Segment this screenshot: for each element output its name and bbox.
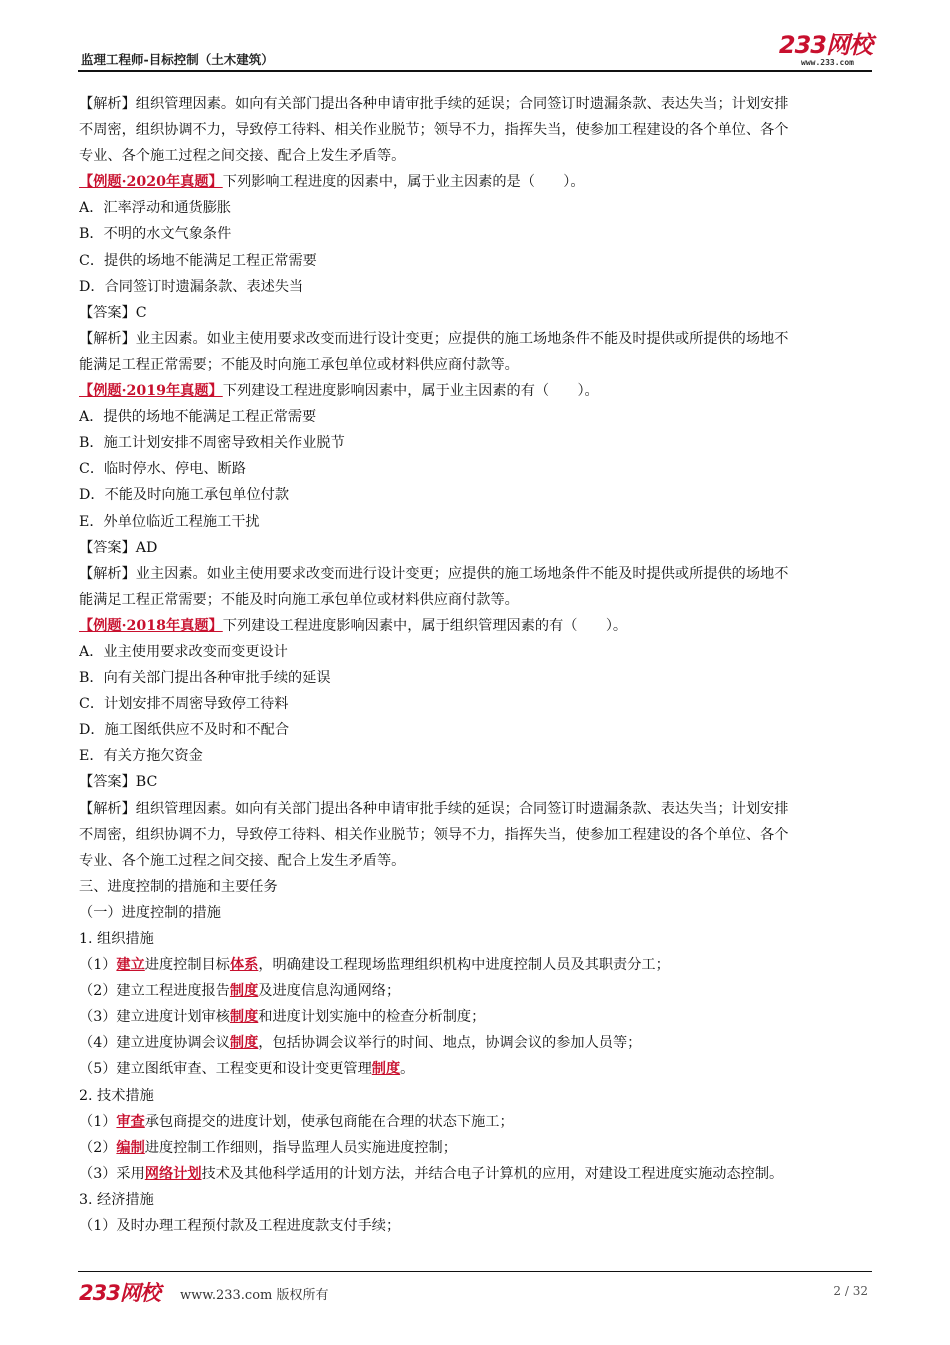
brand-logo-text: 233网校 <box>778 31 872 59</box>
text-segment: 承包商提交的进度计划，使承包商能在合理的状态下施工； <box>144 1113 514 1130</box>
text-line: 专业、各个施工过程之间交接、配合上发生矛盾等。 <box>79 148 406 165</box>
page-header <box>78 28 872 74</box>
text-line: 【解析】业主因素。如业主使用要求改变而进行设计变更；应提供的施工场地条件不能及时提供或所提供的场地不 <box>79 330 789 347</box>
example-question-text: 下列影响工程进度的因素中，属于业主因素的是（ ）。 <box>222 174 585 191</box>
text-line: 【答案】BC <box>79 774 158 791</box>
text-line: E．外单位临近工程施工干扰 <box>79 513 260 530</box>
text-line: C．提供的场地不能满足工程正常需要 <box>79 252 317 269</box>
text-line: 专业、各个施工过程之间交接、配合上发生矛盾等。 <box>79 852 406 869</box>
text-line: 【解析】业主因素。如业主使用要求改变而进行设计变更；应提供的施工场地条件不能及时提供或所提供的场地不 <box>79 565 789 582</box>
text-line <box>79 952 869 978</box>
text-segment: 和进度计划实施中的检查分析制度； <box>258 1009 486 1026</box>
header-divider <box>78 70 872 72</box>
footer-copyright: www.233.com 版权所有 <box>180 1288 329 1303</box>
text-segment: 进度控制目标 <box>144 957 230 974</box>
page-number: 2 / 32 <box>833 1284 868 1298</box>
text-line: 2. 技术措施 <box>79 1087 154 1104</box>
text-line: （1）及时办理工程预付款及工程进度款支付手续； <box>79 1218 401 1235</box>
text-line: A．汇率浮动和通货膨胀 <box>79 200 232 217</box>
text-line: 不周密，组织协调不力，导致停工待料、相关作业脱节；领导不力，指挥失当，使参加工程建设的各个单位、各个 <box>79 826 789 843</box>
brand-logo-url: www.233.com <box>801 58 854 67</box>
footer-logo: 233网校 <box>79 1281 160 1305</box>
example-question-line <box>79 613 869 639</box>
keyword-highlight: 制度 <box>229 1035 259 1052</box>
text-line <box>79 1161 869 1187</box>
text-line: 三、进度控制的措施和主要任务 <box>79 878 278 895</box>
keyword-highlight: 制度 <box>229 1009 259 1026</box>
text-line: 3. 经济措施 <box>79 1191 154 1208</box>
example-label: 【例题·2019年真题】 <box>79 383 223 400</box>
text-line: B．不明的水文气象条件 <box>79 226 232 243</box>
text-line <box>79 1004 869 1030</box>
text-line: 【答案】C <box>79 304 147 321</box>
text-segment: （3）采用 <box>79 1165 145 1182</box>
text-line <box>79 978 869 1004</box>
text-line: D．施工图纸供应不及时和不配合 <box>79 722 290 739</box>
text-line: 【解析】组织管理因素。如向有关部门提出各种申请审批手续的延误；合同签订时遗漏条款、表达失当；计划安排 <box>79 96 789 112</box>
text-line: 【答案】AD <box>79 539 158 556</box>
text-line: 能满足工程正常需要；不能及时向施工承包单位或材料供应商付款等。 <box>79 356 519 373</box>
text-line: C．临时停水、停电、断路 <box>79 461 246 478</box>
text-segment: ，明确建设工程现场监理组织机构中进度控制人员及其职责分工； <box>258 957 670 974</box>
text-line: B．施工计划安排不周密导致相关作业脱节 <box>79 435 345 452</box>
example-question-text: 下列建设工程进度影响因素中，属于组织管理因素的有（ ）。 <box>222 617 628 634</box>
text-segment: （1） <box>79 957 117 974</box>
text-line <box>79 1135 869 1161</box>
text-line: （一）进度控制的措施 <box>79 904 221 921</box>
text-segment: 及进度信息沟通网络； <box>258 983 401 1000</box>
example-label: 【例题·2018年真题】 <box>79 617 223 634</box>
text-segment: （2）建立工程进度报告 <box>79 983 230 1000</box>
brand-logo <box>779 32 872 67</box>
example-question-line <box>79 378 869 404</box>
text-segment: （4）建立进度协调会议 <box>79 1035 230 1052</box>
text-segment: （5）建立图纸审查、工程变更和设计变更管理 <box>79 1061 372 1078</box>
text-line: E．有关方拖欠资金 <box>79 748 203 765</box>
text-line: 不周密，组织协调不力，导致停工待料、相关作业脱节；领导不力，指挥失当，使参加工程建设的各个单位、各个 <box>79 122 789 139</box>
text-line: D．不能及时向施工承包单位付款 <box>79 487 290 504</box>
footer-divider <box>78 1271 872 1272</box>
keyword-highlight: 网络计划 <box>144 1165 202 1182</box>
example-question-text: 下列建设工程进度影响因素中，属于业主因素的有（ ）。 <box>222 383 599 400</box>
keyword-highlight: 体系 <box>229 957 259 974</box>
text-segment: （1） <box>79 1113 117 1130</box>
text-line: 能满足工程正常需要；不能及时向施工承包单位或材料供应商付款等。 <box>79 591 519 608</box>
keyword-highlight: 制度 <box>371 1061 401 1078</box>
keyword-highlight: 建立 <box>116 957 145 974</box>
text-line: 【解析】组织管理因素。如向有关部门提出各种申请审批手续的延误；合同签订时遗漏条款、表达失当；计划安排 <box>79 800 789 817</box>
text-segment: 进度控制工作细则，指导监理人员实施进度控制； <box>144 1139 457 1156</box>
document-title: 监理工程师-目标控制（土木建筑） <box>81 52 274 67</box>
text-line: A．业主使用要求改变而变更设计 <box>79 643 288 660</box>
text-segment: 。 <box>400 1061 415 1078</box>
text-segment: （2） <box>79 1139 117 1156</box>
keyword-highlight: 编制 <box>116 1139 145 1156</box>
text-line: B．向有关部门提出各种审批手续的延误 <box>79 670 331 687</box>
text-line: A．提供的场地不能满足工程正常需要 <box>79 409 317 426</box>
text-segment: ，包括协调会议举行的时间、地点，协调会议的参加人员等； <box>258 1035 642 1052</box>
text-line: C．计划安排不周密导致停工待料 <box>79 696 289 713</box>
keyword-highlight: 制度 <box>229 983 259 1000</box>
text-segment: （3）建立进度计划审核 <box>79 1009 230 1026</box>
document-body <box>79 91 869 1239</box>
text-line <box>79 1030 869 1056</box>
text-segment: 技术及其他科学适用的计划方法，并结合电子计算机的应用，对建设工程进度实施动态控制。 <box>201 1165 784 1182</box>
keyword-highlight: 审查 <box>116 1113 145 1130</box>
text-line <box>79 1056 869 1082</box>
example-label: 【例题·2020年真题】 <box>79 174 223 191</box>
text-line <box>79 1109 869 1135</box>
text-line: 1. 组织措施 <box>79 931 154 947</box>
text-line: D．合同签订时遗漏条款、表述失当 <box>79 278 304 295</box>
example-question-line <box>79 169 869 195</box>
